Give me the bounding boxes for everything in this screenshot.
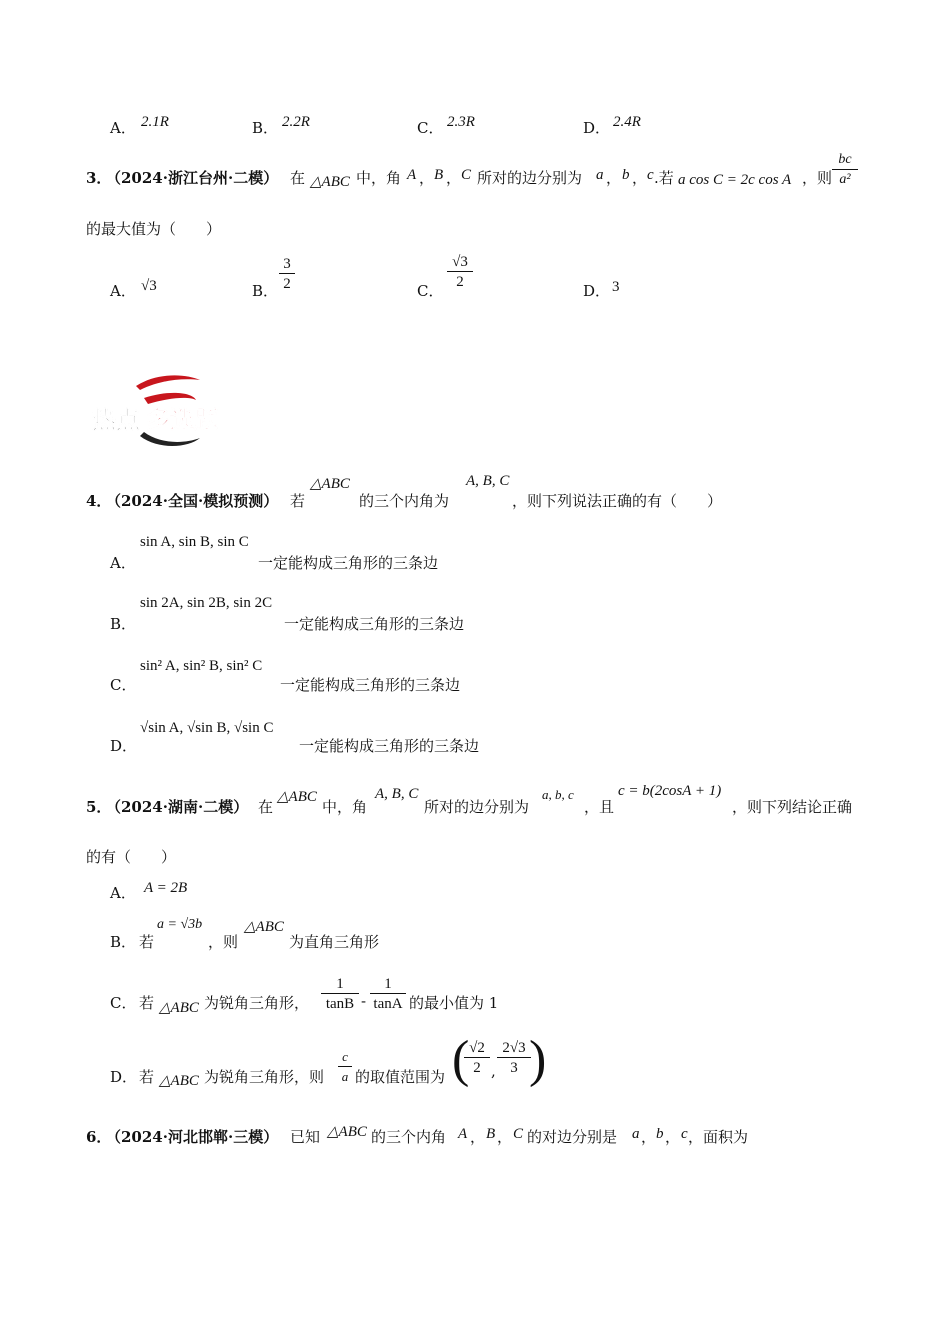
q5-option-d-post: 的取值范围为 <box>355 1068 446 1086</box>
q5-text2: 中，角 <box>322 798 368 816</box>
q5-text4: ，且 <box>584 798 615 816</box>
q5-option-d-r1-num: √2 <box>464 1039 490 1058</box>
q5-option-b-triangle: △ABC <box>244 919 284 935</box>
q3-option-a-label: A． <box>110 282 136 300</box>
q3-option-c-frac <box>447 253 473 292</box>
svg-text:热点: 热点 <box>92 406 140 434</box>
q5-option-d-range-2 <box>497 1039 531 1078</box>
q3-condition: a cos C = 2c cos A <box>678 172 792 188</box>
q5-option-c-pre: 若 <box>139 994 155 1012</box>
left-paren-icon: ( <box>452 1031 470 1088</box>
q5-option-b-mid: ，则 <box>208 933 239 951</box>
q5-option-d-f-num: c <box>338 1048 352 1067</box>
q5-number: 5． <box>86 798 112 816</box>
q5-source: （2024·湖南·二模） <box>106 798 249 816</box>
section-banner <box>88 372 230 454</box>
q4-option-a-expr: sin A, sin B, sin C <box>140 534 249 550</box>
q4-option-a-label: A． <box>110 554 136 572</box>
q5-text1: 在 <box>258 798 274 816</box>
q5-angles: A, B, C <box>375 786 419 802</box>
q5-option-c-post: 的最小值为 1 <box>409 994 499 1012</box>
q5-option-b-post: 为直角三角形 <box>289 933 380 951</box>
q4-option-c-label: C． <box>110 676 137 694</box>
q5-option-c-f2-den: tanA <box>373 996 403 1012</box>
q3-angle-b: B <box>434 167 444 183</box>
q5-option-a-label: A． <box>110 884 136 902</box>
banner-swoosh-icon <box>88 372 230 454</box>
right-paren-icon: ) <box>529 1031 547 1088</box>
q6-text4: ，面积为 <box>688 1128 749 1146</box>
q4-text3: ，则下列说法正确的有（ ） <box>512 492 723 510</box>
q4-source: （2024·全国·模拟预测） <box>106 492 279 510</box>
q3-option-d-label: D． <box>583 282 611 300</box>
q5-option-c-mid: 为锐角三角形， <box>204 994 310 1012</box>
q6-angle-b: B <box>486 1126 496 1142</box>
q3-text1: 在 <box>290 169 306 187</box>
q3-option-c-num: √3 <box>447 253 473 272</box>
q6-text1: 已知 <box>290 1128 321 1146</box>
q3-option-b-den: 2 <box>283 276 291 292</box>
q5-option-c-f1-den: tanB <box>325 996 355 1012</box>
q5-condition: c = b(2cosA + 1) <box>618 783 722 799</box>
q5-sides: a, b, c <box>542 787 574 802</box>
q5-option-a-expr: A = 2B <box>144 880 188 896</box>
svg-text:多选题: 多选题 <box>146 406 218 434</box>
q3-option-c-den: 2 <box>456 274 464 290</box>
q3-angle-a: A <box>407 167 417 183</box>
q3-line2: 的最大值为（ ） <box>86 220 222 238</box>
q4-option-d-text: 一定能构成三角形的三条边 <box>299 737 480 755</box>
q2-option-a-value: 2.1R <box>141 114 169 130</box>
q5-option-c-f2-num: 1 <box>370 975 406 994</box>
q5-option-c-minus: - <box>361 992 367 1010</box>
q3-frac-num: bc <box>832 151 858 170</box>
q5-text3: 所对的边分别为 <box>424 798 530 816</box>
q6-source: （2024·河北邯郸·三模） <box>106 1128 279 1146</box>
q3-option-a-value: √3 <box>141 278 157 294</box>
q3-side-a: a <box>596 167 604 183</box>
q2-option-d-value: 2.4R <box>613 114 641 130</box>
q6-text3: 的对边分别是 <box>527 1128 618 1146</box>
q5-option-c-label: C． <box>110 994 137 1012</box>
q4-number: 4． <box>86 492 112 510</box>
q6-side-b: b <box>656 1126 664 1142</box>
q3-text2: 中，角 <box>356 169 402 187</box>
q6-side-c: c <box>681 1126 688 1142</box>
q6-side-a: a <box>632 1126 640 1142</box>
q5-option-c-frac1 <box>321 975 359 1014</box>
q3-fraction <box>832 151 858 190</box>
q3-frac-den: a² <box>839 172 851 187</box>
q3-option-c-label: C． <box>417 282 444 300</box>
q2-option-a-label: A． <box>110 119 136 137</box>
q5-option-c-frac2 <box>370 975 406 1014</box>
q3-triangle: △ABC <box>310 174 350 190</box>
q4-text1: 若 <box>290 492 306 510</box>
q4-option-d-label: D． <box>110 737 138 755</box>
q3-source: （2024·浙江台州·二模） <box>106 169 279 187</box>
q4-option-b-expr: sin 2A, sin 2B, sin 2C <box>140 595 273 611</box>
q5-option-b-expr: a = √3b <box>157 917 203 932</box>
q5-option-c-triangle: △ABC <box>159 1000 199 1016</box>
q5-option-d-r2-num: 2√3 <box>497 1039 531 1058</box>
q5-option-b-pre: 若 <box>139 933 155 951</box>
q2-option-d-label: D． <box>583 119 611 137</box>
q3-text5: ，则 <box>802 169 833 187</box>
q6-angle-c: C <box>513 1126 524 1142</box>
q2-option-c-label: C． <box>417 119 444 137</box>
q5-option-d-triangle: △ABC <box>159 1073 199 1089</box>
q5-option-d-label: D． <box>110 1068 138 1086</box>
q4-triangle: △ABC <box>310 476 350 492</box>
q4-option-c-text: 一定能构成三角形的三条边 <box>280 676 461 694</box>
q4-option-c-expr: sin² A, sin² B, sin² C <box>140 658 263 674</box>
q5-text5: ，则下列结论正确 <box>732 798 853 816</box>
q3-side-c: c <box>647 167 654 183</box>
q3-option-b-frac <box>279 255 295 294</box>
q3-text4: .若 <box>654 169 674 187</box>
q3-option-b-label: B． <box>252 282 279 300</box>
q5-option-d-mid: 为锐角三角形，则 <box>204 1068 325 1086</box>
q4-option-b-label: B． <box>110 615 137 633</box>
q5-option-c-f1-num: 1 <box>321 975 359 994</box>
q5-option-d-pre: 若 <box>139 1068 155 1086</box>
q3-text3: 所对的边分别为 <box>477 169 583 187</box>
q5-option-d-r2-den: 3 <box>510 1060 518 1076</box>
q6-triangle: △ABC <box>327 1124 367 1140</box>
q5-line2: 的有（ ） <box>86 848 177 866</box>
q4-option-b-text: 一定能构成三角形的三条边 <box>284 615 465 633</box>
q6-number: 6． <box>86 1128 112 1146</box>
q5-option-d-frac <box>338 1048 352 1087</box>
q6-text2: 的三个内角 <box>371 1128 447 1146</box>
q4-text2: 的三个内角为 <box>359 492 450 510</box>
q4-angles: A, B, C <box>466 473 510 489</box>
q5-option-d-f-den: a <box>341 1069 349 1084</box>
q2-option-b-value: 2.2R <box>282 114 310 130</box>
q2-option-c-value: 2.3R <box>447 114 475 130</box>
q2-option-b-label: B． <box>252 119 279 137</box>
q5-option-b-label: B． <box>110 933 137 951</box>
q5-option-d-range-1 <box>464 1039 490 1078</box>
q3-angle-c: C <box>461 167 472 183</box>
q5-triangle: △ABC <box>277 789 317 805</box>
q3-side-b: b <box>622 167 630 183</box>
q4-option-d-expr: √sin A, √sin B, √sin C <box>140 720 274 736</box>
q3-number: 3． <box>86 169 112 187</box>
q3-option-b-num: 3 <box>279 255 295 274</box>
q3-option-d-value: 3 <box>612 279 620 295</box>
q5-option-d-r1-den: 2 <box>473 1060 481 1076</box>
q4-option-a-text: 一定能构成三角形的三条边 <box>258 554 439 572</box>
q6-angle-a: A <box>458 1126 468 1142</box>
